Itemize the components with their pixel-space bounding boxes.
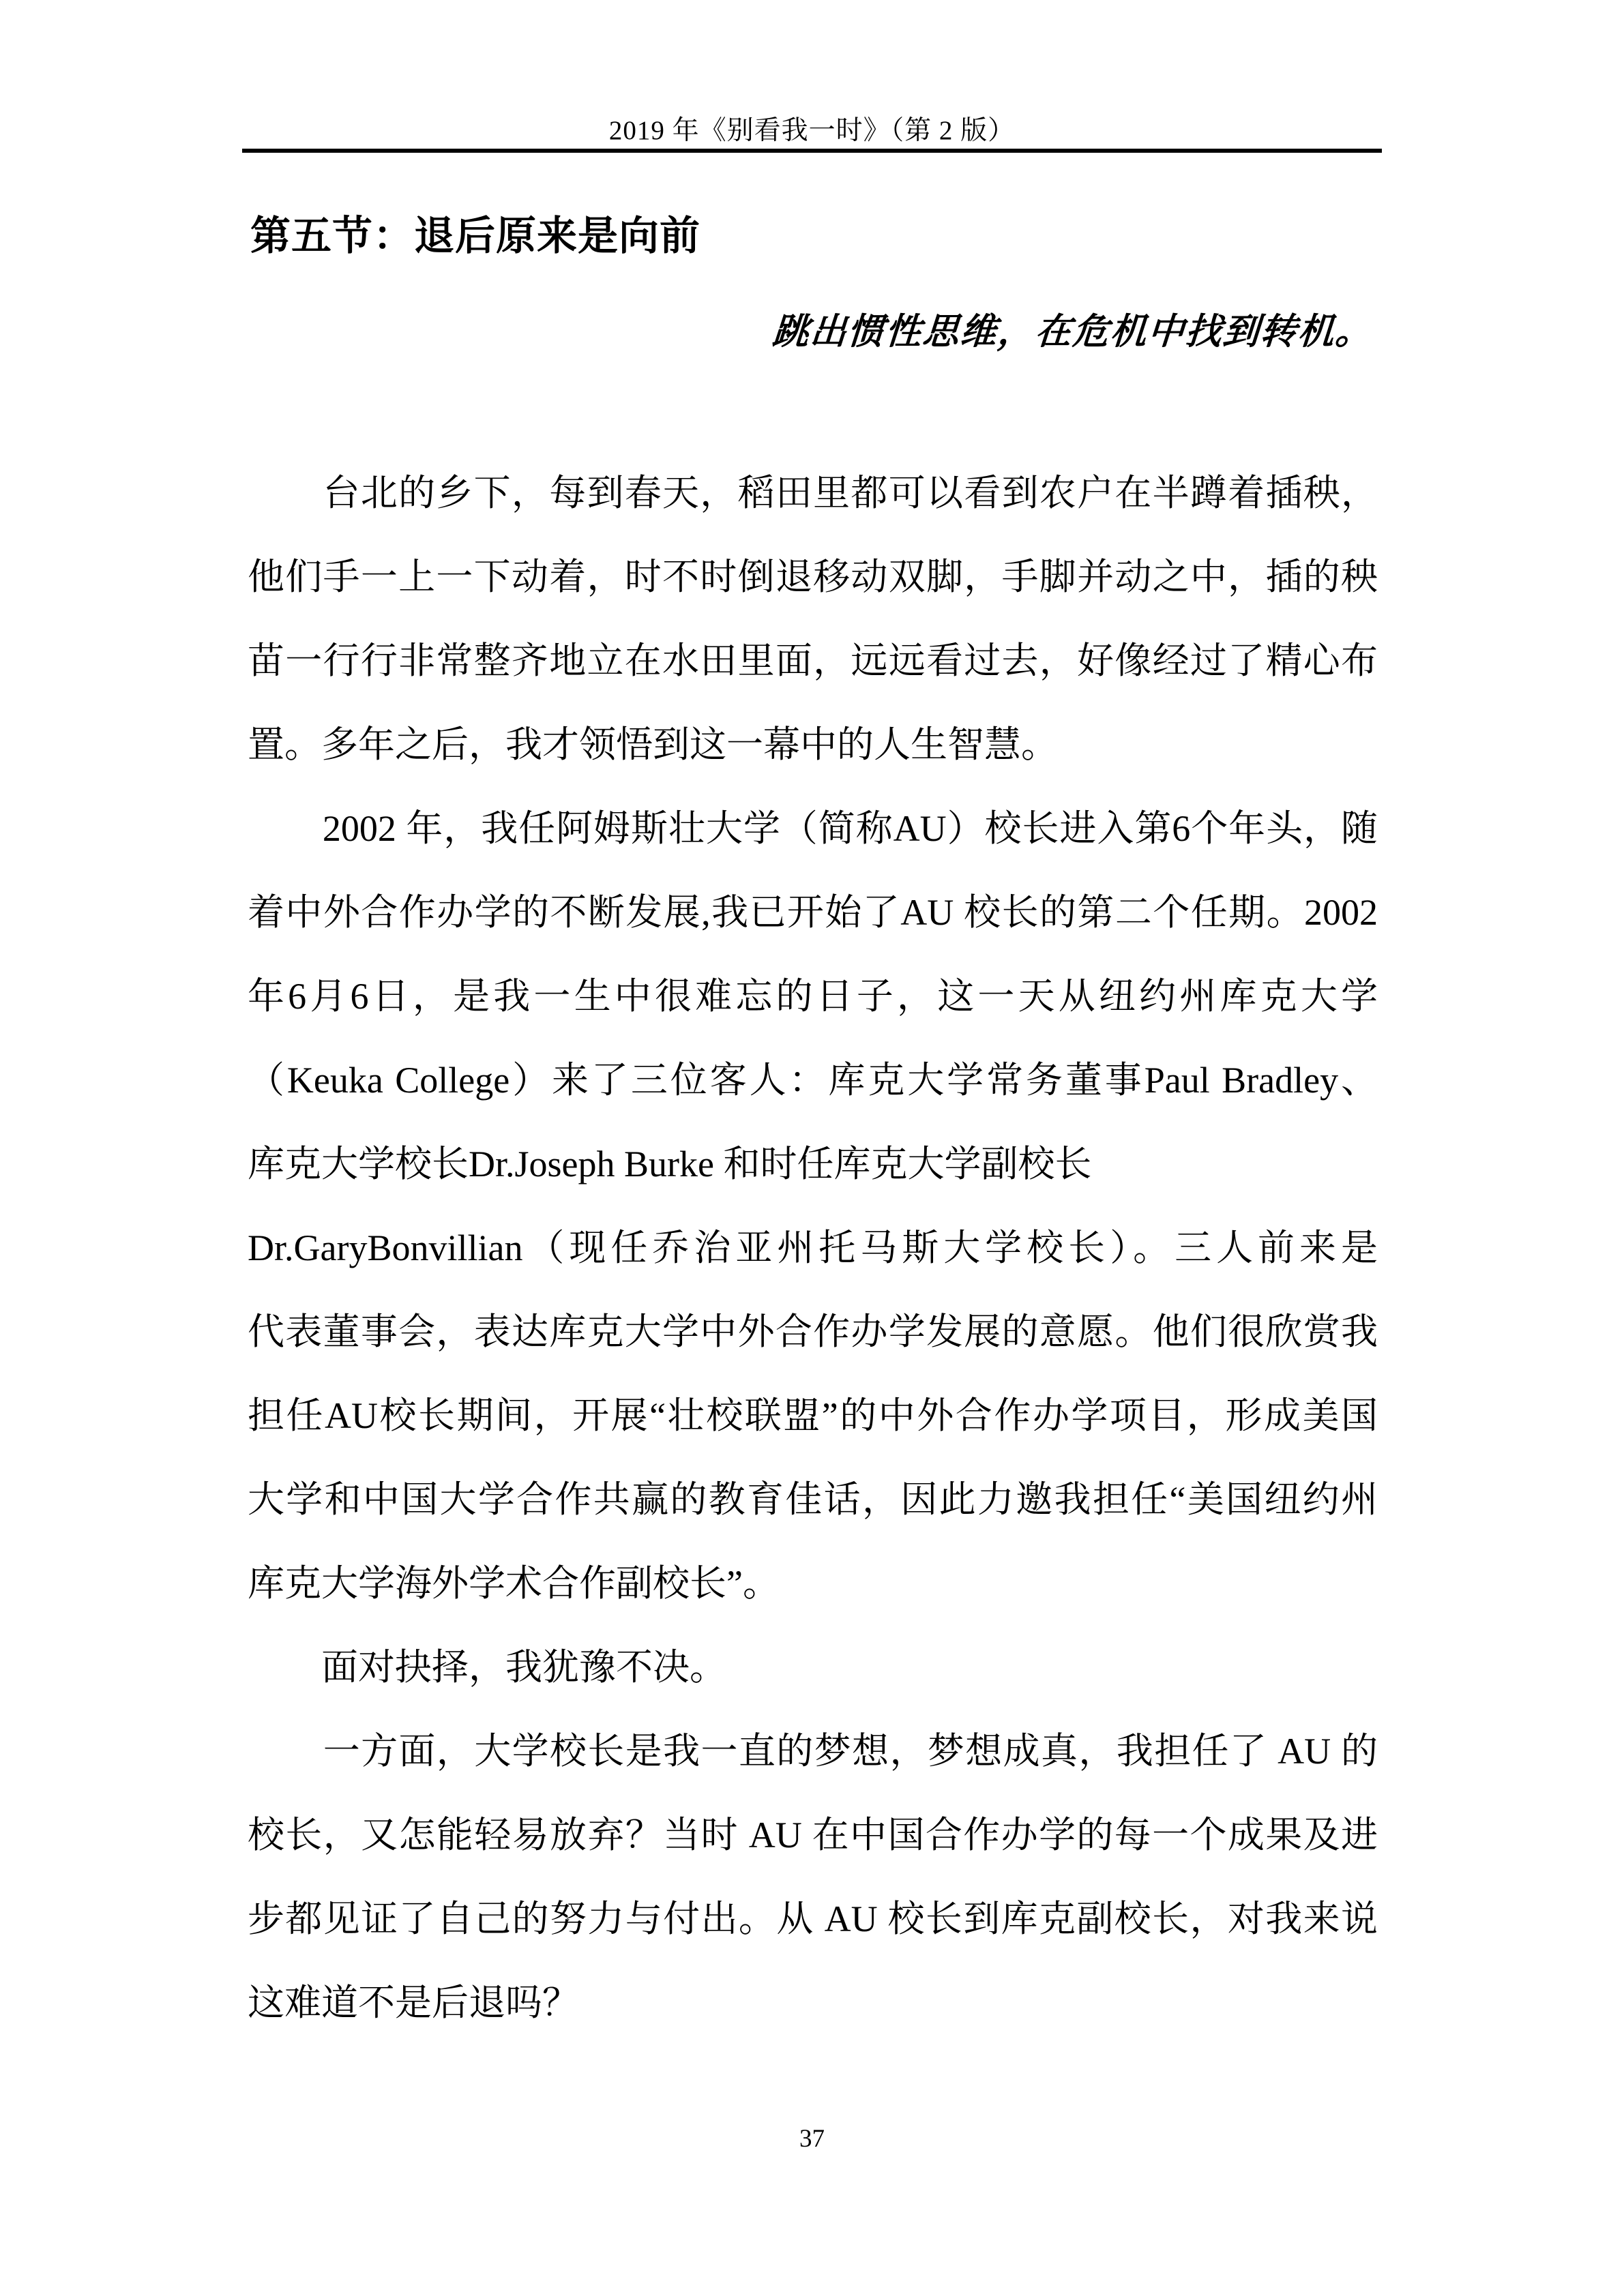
body-line: 步都见证了自己的努力与付出。从 AU 校长到库克副校长，对我来说 — [248, 1898, 1378, 1939]
body-line: 他们手一上一下动着，时不时倒退移动双脚，手脚并动之中，插的秧 — [248, 556, 1378, 597]
body-line: 担任AU校长期间，开展“壮校联盟”的中外合作办学项目，形成美国 — [248, 1395, 1378, 1436]
section-subtitle: 跳出惯性思维，在危机中找到转机。 — [771, 312, 1374, 352]
body-line: 2002 年，我任阿姆斯壮大学（简称AU）校长进入第6个年头，随 — [248, 808, 1378, 849]
body-line: 大学和中国大学合作共赢的教育佳话，因此力邀我担任“美国纽约州 — [248, 1479, 1378, 1520]
body-line: 年6月6日，是我一生中很难忘的日子，这一天从纽约州库克大学 — [248, 976, 1378, 1017]
body-line: 校长，又怎能轻易放弃？当时 AU 在中国合作办学的每一个成果及进 — [248, 1815, 1378, 1855]
body-line: （Keuka College）来了三位客人：库克大学常务董事Paul Bradley、 — [248, 1060, 1378, 1101]
body-line: 着中外合作办学的不断发展,我已开始了AU 校长的第二个任期。2002 — [248, 892, 1378, 933]
section-title: 第五节：退后原来是向前 — [250, 213, 701, 258]
body-text — [248, 451, 1378, 2045]
running-header: 2019 年《别看我一时》（第 2 版） — [608, 116, 1016, 145]
header-rule — [242, 149, 1382, 153]
body-line: 一方面，大学校长是我一直的梦想，梦想成真，我担任了 AU 的 — [248, 1731, 1378, 1772]
body-line: 代表董事会，表达库克大学中外合作办学发展的意愿。他们很欣赏我 — [248, 1311, 1378, 1352]
body-line: Dr.GaryBonvillian（现任乔治亚州托马斯大学校长）。三人前来是 — [248, 1227, 1378, 1268]
body-line: 库克大学校长Dr.Joseph Burke 和时任库克大学副校长 — [248, 1144, 1092, 1184]
page-number: 37 — [799, 2125, 825, 2153]
body-line: 这难道不是后退吗？ — [248, 1982, 579, 2023]
body-line: 置。多年之后，我才领悟到这一幕中的人生智慧。 — [248, 724, 1058, 765]
body-line: 库克大学海外学术合作副校长”。 — [248, 1563, 780, 1604]
body-line: 苗一行行非常整齐地立在水田里面，远远看过去，好像经过了精心布 — [248, 640, 1378, 681]
body-line: 台北的乡下，每到春天，稻田里都可以看到农户在半蹲着插秧， — [248, 473, 1378, 513]
body-line: 面对抉择，我犹豫不决。 — [248, 1647, 726, 1688]
